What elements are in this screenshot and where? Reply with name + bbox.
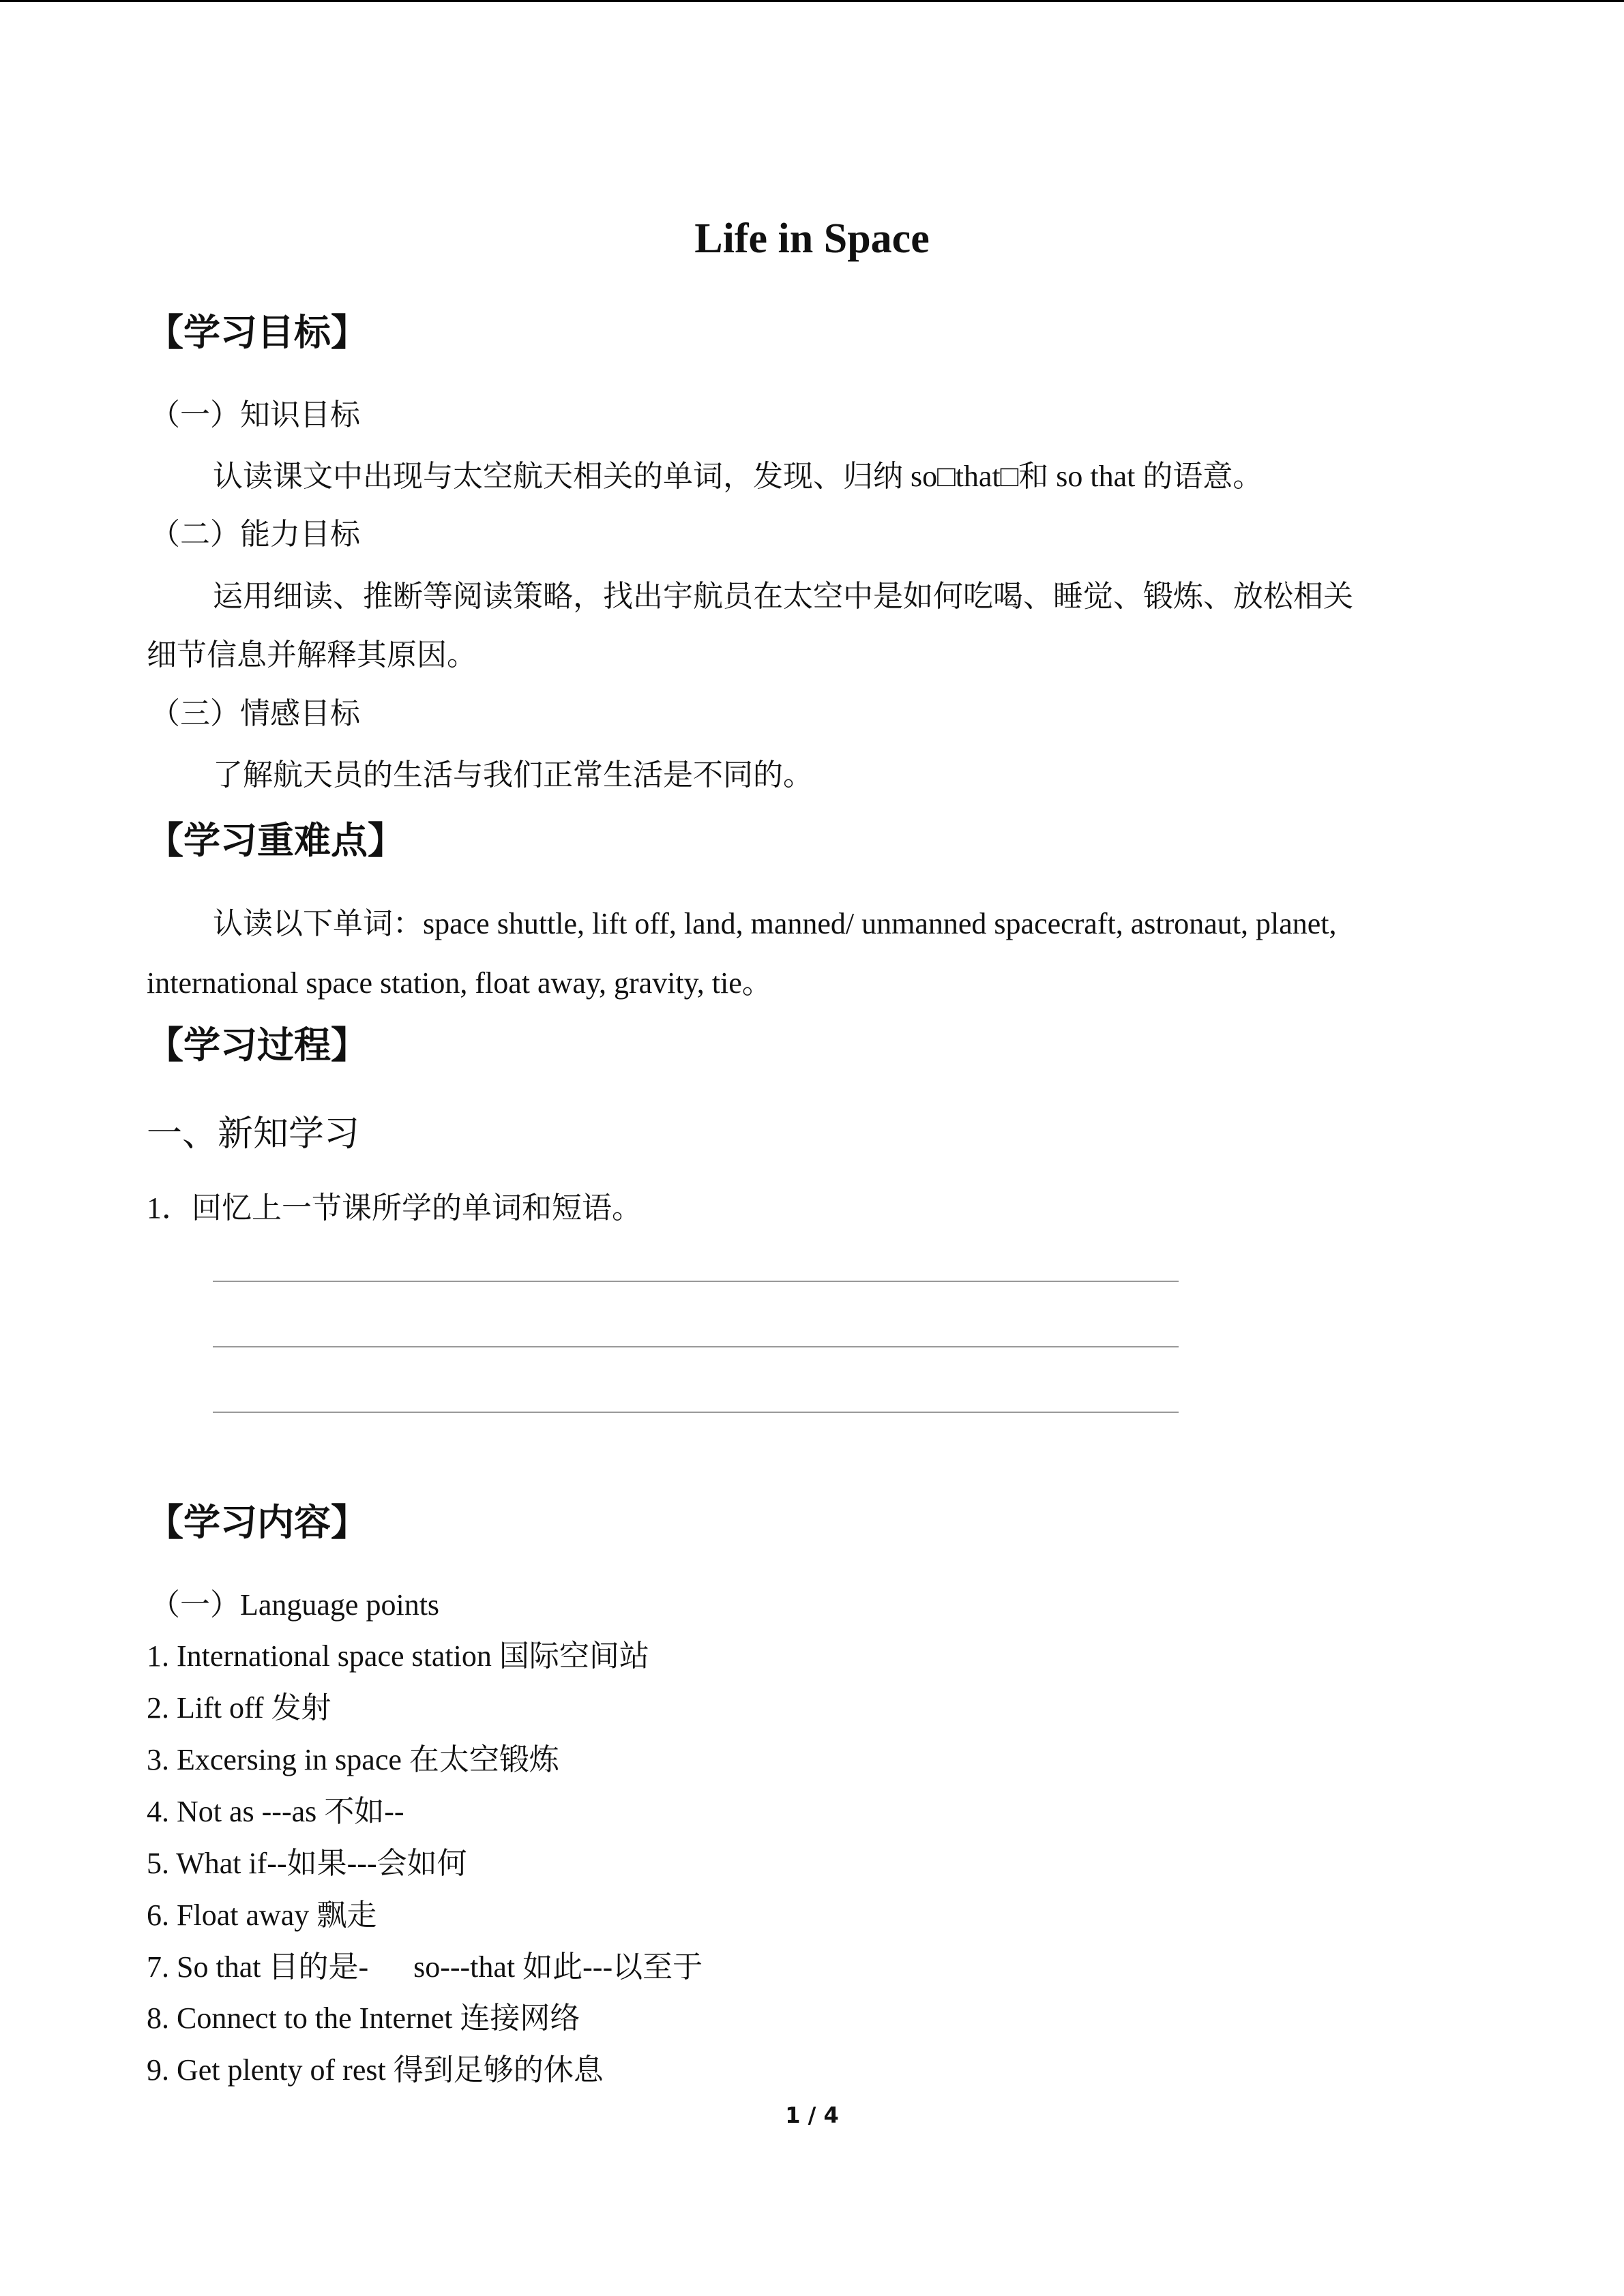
objectives-heading: 【学习目标】	[147, 311, 368, 354]
language-point-item: 2. Lift off 发射	[147, 1691, 331, 1725]
language-point-item: 7. So that 目的是- so---that 如此---以至于	[147, 1950, 703, 1984]
knowledge-objective-text: 认读课文中出现与太空航天相关的单词，发现、归纳 so□that□和 so that 的语意。	[213, 460, 1263, 493]
language-point-item: 5. What if--如果---会如何	[147, 1847, 467, 1880]
key-points-heading: 【学习重难点】	[147, 819, 404, 862]
ability-objective-text-line2: 细节信息并解释其原因。	[147, 638, 477, 672]
knowledge-objective-heading: （一）知识目标	[150, 398, 360, 432]
language-point-item: 9. Get plenty of rest 得到足够的休息	[147, 2053, 604, 2087]
emotion-objective-text: 了解航天员的生活与我们正常生活是不同的。	[213, 758, 813, 792]
ability-objective-heading: （二）能力目标	[150, 518, 360, 551]
new-learning-heading: 一、新知学习	[147, 1114, 360, 1154]
document-title: Life in Space	[694, 215, 930, 262]
key-points-text-line1: 认读以下单词：space shuttle, lift off, land, manned/ unmanned spacecraft, astronaut, planet,	[213, 907, 1337, 940]
emotion-objective-heading: （三）情感目标	[150, 697, 360, 730]
language-point-item: 3. Excersing in space 在太空锻炼	[147, 1743, 559, 1776]
answer-line[interactable]	[213, 1412, 1179, 1413]
ability-objective-text-line1: 运用细读、推断等阅读策略，找出宇航员在太空中是如何吃喝、睡觉、锻炼、放松相关	[213, 580, 1353, 613]
key-points-text-line2: international space station, float away, gravity, tie。	[147, 966, 772, 1000]
page-top-border	[0, 0, 1624, 2]
learning-content-heading: 【学习内容】	[147, 1501, 368, 1544]
answer-line[interactable]	[213, 1346, 1179, 1347]
language-point-item: 1. International space station 国际空间站	[147, 1639, 649, 1673]
language-point-item: 4. Not as ---as 不如--	[147, 1795, 404, 1828]
learning-process-heading: 【学习过程】	[147, 1024, 368, 1067]
recall-instruction: 1．回忆上一节课所学的单词和短语。	[147, 1191, 642, 1225]
language-point-item: 6. Float away 飘走	[147, 1898, 377, 1932]
language-points-heading: （一）Language points	[150, 1588, 440, 1622]
language-point-item: 8. Connect to the Internet 连接网络	[147, 2001, 580, 2035]
answer-line[interactable]	[213, 1281, 1179, 1282]
page-number: 1 / 4	[785, 2102, 839, 2128]
